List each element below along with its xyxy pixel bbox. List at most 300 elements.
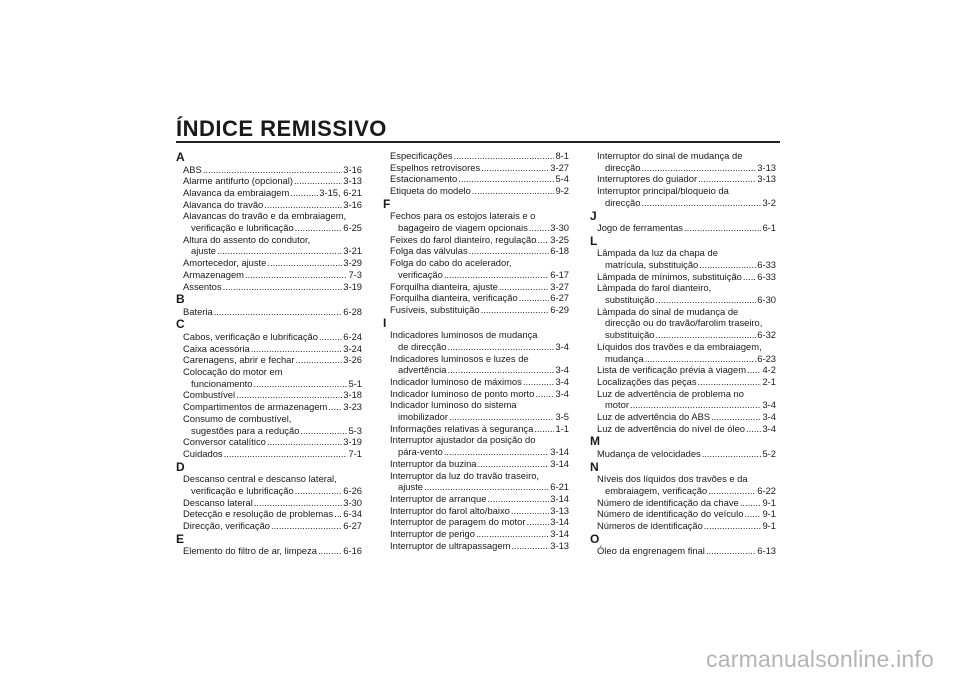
dot-leader	[481, 304, 550, 316]
index-entry	[383, 528, 569, 540]
page-number: 3-14	[550, 516, 569, 528]
index-entry	[383, 234, 569, 246]
entry-text: Lâmpada do sinal de mudança de	[597, 305, 739, 317]
dot-leader	[300, 425, 347, 437]
dot-leader	[447, 341, 554, 353]
page-number: 3-16	[343, 198, 362, 210]
page-number: 3-13	[757, 161, 776, 173]
index-entry	[590, 247, 776, 270]
dot-leader	[747, 364, 761, 376]
index-entry	[383, 399, 569, 422]
section-letter: F	[383, 196, 391, 211]
page-number: 3-30	[343, 496, 362, 508]
dot-leader	[511, 540, 549, 552]
page-number: 8-1	[555, 150, 569, 161]
index-entry	[590, 173, 776, 185]
page-number: 6-26	[343, 484, 362, 496]
entry-text: Estacionamento	[390, 173, 458, 185]
dot-leader	[458, 173, 554, 185]
dot-leader	[534, 423, 554, 435]
dot-leader	[535, 388, 554, 400]
entry-text: Indicadores luminosos e luzes de	[390, 352, 529, 364]
entry-text: Assentos	[183, 280, 222, 292]
dot-leader	[447, 364, 554, 376]
dot-leader	[254, 497, 342, 509]
entry-text: Consumo de combustível,	[183, 412, 292, 424]
entry-text: Compartimentos de armazenagem	[183, 401, 328, 413]
entry-text: Interruptores do guiador	[597, 173, 698, 185]
dot-leader	[444, 269, 549, 281]
index-entry	[590, 473, 776, 496]
dot-leader	[698, 173, 756, 185]
dot-leader	[511, 505, 549, 517]
page-number: 6-25	[343, 222, 362, 234]
index-entry	[383, 257, 569, 280]
dot-leader	[214, 306, 343, 318]
entry-text: direcção ou do travão/farolim traseiro,	[605, 317, 763, 329]
index-entry	[176, 389, 362, 401]
page-number: 6-17	[550, 268, 569, 280]
dot-leader	[641, 197, 761, 209]
dot-leader	[271, 520, 342, 532]
entry-text: Alavanca do travão	[183, 198, 264, 210]
page-number: 3-19	[343, 436, 362, 448]
entry-text: embraiagem, verificação	[605, 484, 708, 496]
entry-text: mudança	[605, 352, 644, 364]
page-number: 3-2	[762, 196, 776, 208]
index-entry	[383, 162, 569, 174]
section-letter: E	[176, 531, 185, 546]
page-number: 6-22	[757, 484, 776, 496]
page-number: 3-15, 6-21	[319, 186, 362, 198]
dot-leader	[295, 222, 343, 234]
page-number: 5-1	[348, 377, 362, 389]
entry-text: Interruptor da buzina	[390, 457, 477, 469]
index-entry	[176, 164, 362, 176]
index-entry	[176, 269, 362, 281]
entry-text: Indicador luminoso do sistema	[390, 399, 517, 411]
index-entry	[383, 423, 569, 435]
dot-leader	[217, 245, 342, 257]
dot-leader	[702, 448, 762, 460]
entry-text: Líquidos dos travões e da embraiagem,	[597, 340, 762, 352]
index-entry	[176, 545, 362, 557]
entry-text: Lâmpada de mínimos, substituição	[597, 270, 742, 282]
dot-leader	[469, 245, 550, 257]
index-entry	[176, 413, 362, 436]
entry-text: bagageiro de viagem opcionais	[398, 222, 528, 234]
dot-leader	[267, 436, 342, 448]
page-number: 5-4	[555, 173, 569, 185]
index-entry	[176, 210, 362, 233]
title-rule	[176, 141, 780, 143]
entry-text: Lâmpada da luz da chapa de	[597, 247, 718, 259]
page-number: 3-13	[550, 539, 569, 551]
entry-text: funcionamento	[191, 377, 253, 389]
index-entry	[176, 497, 362, 509]
index-entry	[383, 150, 569, 162]
dot-leader	[254, 378, 348, 390]
page-number: 9-2	[555, 185, 569, 197]
entry-text: Altura do assento do condutor,	[183, 233, 311, 245]
section-letter: B	[176, 292, 185, 307]
index-entry	[383, 516, 569, 528]
entry-text: Cabos, verificação e lubrificação	[183, 330, 318, 342]
dot-leader	[645, 353, 757, 365]
dot-leader	[236, 389, 342, 401]
dot-leader	[267, 257, 342, 269]
index-entry	[383, 304, 569, 316]
page-number: 3-14	[550, 446, 569, 458]
page-number: 6-24	[343, 330, 362, 342]
page-number: 3-4	[555, 387, 569, 399]
dot-leader	[251, 343, 343, 355]
dot-leader	[656, 294, 757, 306]
entry-text: verificação e lubrificação	[191, 222, 294, 234]
index-entry	[383, 434, 569, 457]
entry-text: Alarme antifurto (opcional)	[183, 175, 293, 187]
page-number: 3-21	[343, 245, 362, 257]
dot-leader	[704, 520, 762, 532]
entry-text: Elemento do filtro de ar, limpeza	[183, 545, 317, 557]
entry-text: substituição	[605, 294, 655, 306]
page-number: 7-1	[348, 447, 362, 459]
dot-leader	[487, 493, 549, 505]
dot-leader	[449, 411, 554, 423]
page-number: 3-16	[343, 163, 362, 175]
page-number: 3-29	[343, 257, 362, 269]
index-entry	[590, 185, 776, 208]
index-entry	[383, 470, 569, 493]
dot-leader	[744, 508, 761, 520]
page-number: 5-2	[762, 447, 776, 459]
section-letter: N	[590, 459, 599, 474]
entry-text: Carenagens, abrir e fechar	[183, 354, 295, 366]
page-number: 6-33	[757, 270, 776, 282]
entry-text: Interruptor ajustador da posição do	[390, 434, 536, 446]
index-entry	[176, 508, 362, 520]
index-entry	[590, 341, 776, 364]
entry-text: imobilizador	[398, 411, 449, 423]
dot-leader	[537, 234, 549, 246]
dot-leader	[743, 271, 756, 283]
dot-leader	[223, 281, 343, 293]
dot-leader	[698, 376, 762, 388]
entry-text: ABS	[183, 163, 202, 175]
dot-leader	[656, 329, 757, 341]
dot-leader	[519, 292, 550, 304]
entry-text: Interruptor de perigo	[390, 528, 475, 540]
entry-text: Interruptor de ultrapassagem	[390, 539, 511, 551]
index-entry	[590, 222, 776, 234]
entry-text: Número de identificação do veículo	[597, 508, 744, 520]
index-entry	[176, 187, 362, 199]
index-entry	[383, 210, 569, 233]
index-entry	[590, 411, 776, 423]
dot-leader	[444, 446, 549, 458]
entry-text: Interruptor do farol alto/baixo	[390, 504, 510, 516]
index-column-3	[590, 150, 776, 557]
dot-leader	[641, 162, 756, 174]
index-entry	[176, 306, 362, 318]
index-entry	[383, 292, 569, 304]
page-number: 6-33	[757, 258, 776, 270]
dot-leader	[290, 187, 318, 199]
entry-text: verificação	[398, 268, 443, 280]
index-column-2	[383, 150, 569, 552]
dot-leader	[224, 448, 348, 460]
entry-text: Indicador luminoso de ponto morto	[390, 387, 535, 399]
page-number: 9-1	[762, 519, 776, 531]
entry-text: verificação e lubrificação	[191, 484, 294, 496]
section-letter: C	[176, 317, 185, 332]
entry-text: Combustível	[183, 389, 236, 401]
dot-leader	[476, 528, 549, 540]
page-number: 3-27	[550, 280, 569, 292]
page-number: 6-28	[343, 305, 362, 317]
entry-text: de direcção	[398, 340, 447, 352]
entry-text: Luz de advertência de problema no	[597, 387, 744, 399]
watermark: carmanualsonline.info	[706, 646, 934, 672]
page-number: 3-13	[550, 504, 569, 516]
dot-leader	[318, 545, 342, 557]
dot-leader	[328, 401, 342, 413]
dot-leader	[454, 150, 555, 162]
entry-text: advertência	[398, 364, 447, 376]
page-number: 6-29	[550, 303, 569, 315]
page-number: 3-4	[555, 340, 569, 352]
index-entry	[590, 282, 776, 305]
dot-leader	[472, 185, 555, 197]
page-number: 6-23	[757, 352, 776, 364]
page-number: 3-4	[555, 364, 569, 376]
entry-text: Etiqueta do modelo	[390, 185, 471, 197]
page-number: 3-4	[555, 375, 569, 387]
dot-leader	[424, 481, 549, 493]
dot-leader	[708, 485, 756, 497]
index-entry	[176, 401, 362, 413]
index-entry	[383, 493, 569, 505]
section-letter: D	[176, 459, 185, 474]
page-number: 3-4	[762, 422, 776, 434]
dot-leader	[481, 162, 549, 174]
index-entry	[176, 436, 362, 448]
index-entry	[176, 175, 362, 187]
index-entry	[590, 508, 776, 520]
dot-leader	[529, 222, 549, 234]
dot-leader	[523, 376, 555, 388]
entry-text: Amortecedor, ajuste	[183, 257, 267, 269]
entry-text: ajuste	[191, 245, 217, 257]
index-entry	[176, 366, 362, 389]
page-number: 6-1	[762, 222, 776, 234]
index-entry	[590, 388, 776, 411]
page-number: 7-3	[348, 268, 362, 280]
dot-leader	[478, 458, 550, 470]
entry-text: Bateria	[183, 305, 213, 317]
entry-text: Número de identificação da chave	[597, 496, 739, 508]
page-number: 3-25	[550, 233, 569, 245]
page-number: 6-32	[757, 329, 776, 341]
index-entry	[590, 448, 776, 460]
section-letter: I	[383, 315, 387, 330]
section-letter: A	[176, 150, 185, 164]
entry-text: Espelhos retrovisores	[390, 161, 481, 173]
dot-leader	[295, 485, 343, 497]
page-number: 9-1	[762, 508, 776, 520]
index-entry	[176, 354, 362, 366]
page-number: 3-27	[550, 161, 569, 173]
dot-leader	[499, 281, 549, 293]
index-entry	[176, 234, 362, 257]
index-entry	[176, 473, 362, 496]
dot-leader	[740, 497, 762, 509]
entry-text: Lâmpada do farol dianteiro,	[597, 282, 712, 294]
page-number: 6-34	[343, 508, 362, 520]
page-number: 3-4	[762, 411, 776, 423]
page-number: 3-14	[550, 492, 569, 504]
index-entry	[383, 505, 569, 517]
page-number: 2-1	[762, 375, 776, 387]
entry-text: Conversor catalítico	[183, 436, 266, 448]
entry-text: Luz de advertência do ABS	[597, 411, 711, 423]
index-entry	[176, 331, 362, 343]
index-entry	[590, 423, 776, 435]
entry-text: Interruptor de arranque	[390, 492, 487, 504]
entry-text: Números de identificação	[597, 519, 703, 531]
dot-leader	[264, 199, 342, 211]
index-entry	[590, 306, 776, 341]
dot-leader	[294, 175, 342, 187]
entry-text: Folga do cabo do acelerador,	[390, 257, 512, 269]
page-number: 9-1	[762, 496, 776, 508]
dot-leader	[319, 331, 342, 343]
page-number: 3-19	[343, 280, 362, 292]
index-entry	[590, 497, 776, 509]
section-letter: J	[590, 208, 597, 223]
index-entry	[176, 199, 362, 211]
entry-text: direcção	[605, 196, 641, 208]
page-number: 3-4	[762, 399, 776, 411]
page-number: 3-26	[343, 354, 362, 366]
index-entry	[383, 329, 569, 352]
page-number: 6-16	[343, 545, 362, 557]
dot-leader	[203, 164, 342, 176]
entry-text: Indicador luminoso de máximos	[390, 375, 522, 387]
dot-leader	[334, 508, 342, 520]
entry-text: Níveis dos líquidos dos travões e da	[597, 473, 748, 485]
index-entry	[383, 185, 569, 197]
page-number: 3-14	[550, 457, 569, 469]
dot-leader	[245, 269, 347, 281]
dot-leader	[746, 423, 761, 435]
entry-text: Detecção e resolução de problemas	[183, 508, 334, 520]
entry-text: pára-vento	[398, 446, 443, 458]
entry-text: ajuste	[398, 481, 424, 493]
page-number: 4-2	[762, 364, 776, 376]
dot-leader	[706, 545, 756, 557]
page-number: 3-24	[343, 342, 362, 354]
entry-text: Folga das válvulas	[390, 245, 468, 257]
entry-text: Localizações das peças	[597, 375, 697, 387]
entry-text: Interruptor da luz do travão traseiro,	[390, 469, 540, 481]
index-entry	[590, 376, 776, 388]
index-column-1	[176, 150, 362, 557]
entry-text: substituição	[605, 329, 655, 341]
page-title: ÍNDICE REMISSIVO	[176, 116, 387, 141]
entry-text: motor	[605, 399, 629, 411]
page-number: 3-13	[343, 175, 362, 187]
entry-text: matrícula, substituição	[605, 258, 699, 270]
index-entry	[383, 540, 569, 552]
entry-text: Mudança de velocidades	[597, 447, 701, 459]
page-number: 6-13	[757, 545, 776, 557]
dot-leader	[711, 411, 761, 423]
entry-text: Indicadores luminosos de mudança	[390, 329, 538, 341]
section-letter: O	[590, 531, 600, 546]
entry-text: Interruptor principal/bloqueio da	[597, 185, 729, 197]
entry-text: Forquilha dianteira, ajuste	[390, 280, 498, 292]
entry-text: Fusíveis, substituição	[390, 303, 480, 315]
index-entry	[176, 257, 362, 269]
page-number: 3-18	[343, 389, 362, 401]
entry-text: Lista de verificação prévia à viagem	[597, 364, 747, 376]
entry-text: Interruptor do sinal de mudança de	[597, 150, 743, 161]
entry-text: Alavanca da embraiagem	[183, 186, 290, 198]
dot-leader	[296, 354, 343, 366]
dot-leader	[630, 399, 761, 411]
entry-text: Direcção, verificação	[183, 519, 271, 531]
entry-text: Colocação do motor em	[183, 366, 283, 378]
page-number: 3-23	[343, 401, 362, 413]
page-number: 3-14	[550, 528, 569, 540]
entry-text: Armazenagem	[183, 268, 244, 280]
index-entry	[590, 150, 776, 173]
section-letter: M	[590, 434, 600, 449]
index-entry	[176, 448, 362, 460]
index-entry	[590, 271, 776, 283]
index-entry	[383, 376, 569, 388]
entry-text: Forquilha dianteira, verificação	[390, 292, 518, 304]
index-entry	[383, 458, 569, 470]
page-number: 6-27	[550, 292, 569, 304]
entry-text: Luz de advertência do nível de óleo	[597, 422, 746, 434]
index-entry	[176, 343, 362, 355]
index-entry	[383, 388, 569, 400]
index-entry	[176, 281, 362, 293]
index-entry	[383, 281, 569, 293]
entry-text: sugestões para a redução	[191, 424, 300, 436]
page-number: 1-1	[555, 422, 569, 434]
index-entry	[590, 545, 776, 557]
entry-text: Feixes do farol dianteiro, regulação	[390, 233, 537, 245]
page-number: 6-18	[550, 245, 569, 257]
index-entry	[383, 245, 569, 257]
page-number: 3-5	[555, 411, 569, 423]
page-number: 6-27	[343, 519, 362, 531]
page-number: 3-30	[550, 222, 569, 234]
dot-leader	[527, 516, 550, 528]
entry-text: Jogo de ferramentas	[597, 222, 683, 234]
dot-leader	[699, 259, 756, 271]
page-number: 6-30	[757, 294, 776, 306]
page-number: 3-13	[757, 173, 776, 185]
entry-text: Informações relativas à segurança	[390, 422, 534, 434]
entry-text: Especificações	[390, 150, 453, 161]
section-letter: L	[590, 233, 598, 248]
entry-text: Descanso lateral	[183, 496, 253, 508]
index-entry	[383, 173, 569, 185]
